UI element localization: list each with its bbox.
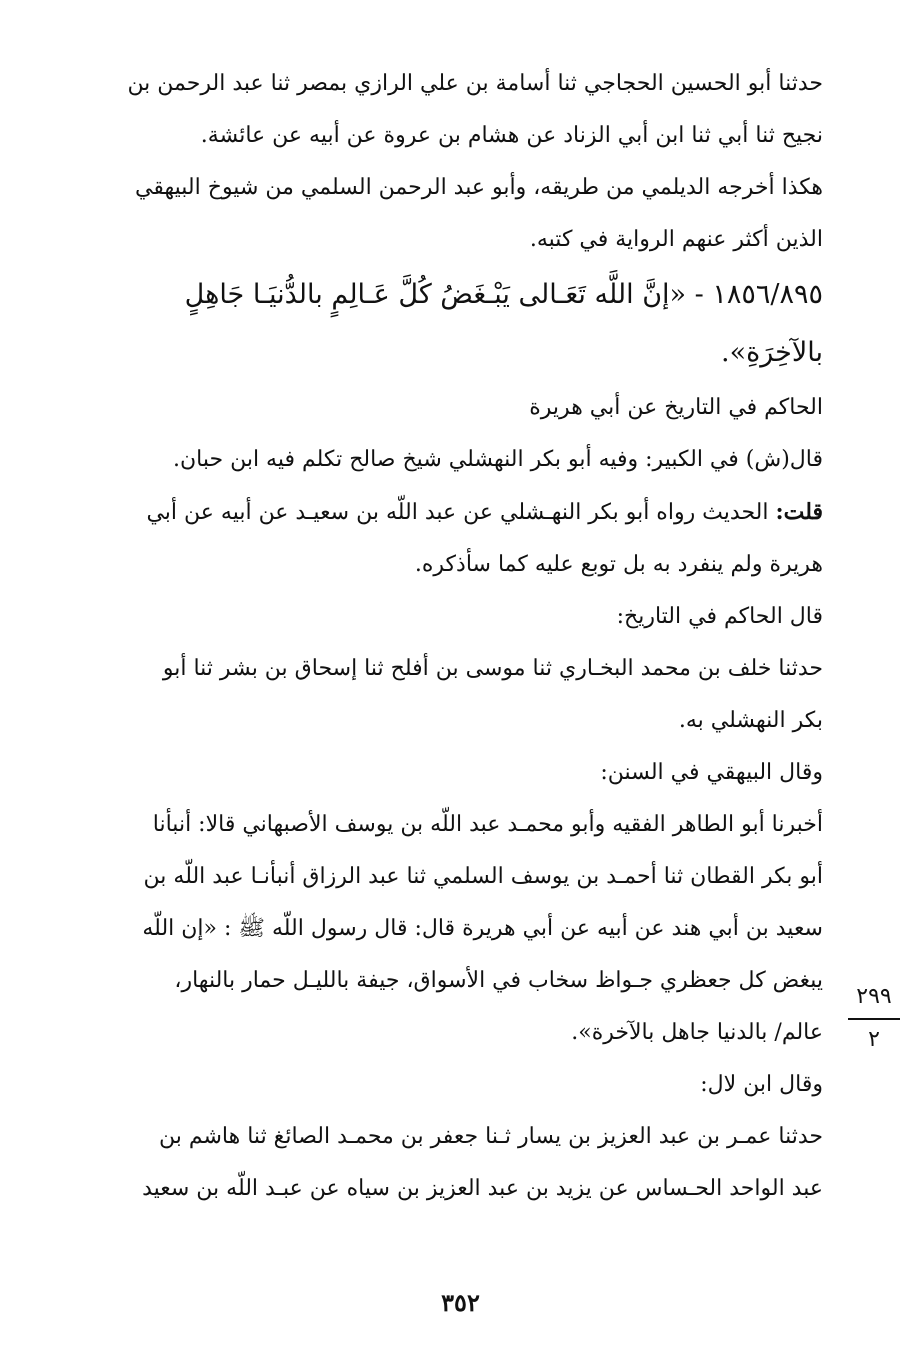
text-line: أخبرنا أبو الطاهر الفقيه وأبو محمـد عبد اللّه بن يوسف الأصبهاني قالا: أنبأنا xyxy=(152,812,823,837)
hadith-text-line: بالآخِرَةِ». xyxy=(721,337,823,368)
text-line: هريرة ولم ينفرد به بل توبع عليه كما سأذكره. xyxy=(414,552,823,577)
text-line: عالم/ بالدنيا جاهل بالآخرة». xyxy=(571,1020,823,1045)
text-line: أبو بكر القطان ثنا أحمـد بن يوسف السلمي ثنا عبد الرزاق أنبأنـا عبد اللّه بن xyxy=(143,864,823,889)
text-line: حدثنا عمـر بن عبد العزيز بن يسار ثـنا جعفر بن محمـد الصائغ ثنا هاشم بن xyxy=(158,1124,823,1149)
text-line: هكذا أخرجه الديلمي من طريقه، وأبو عبد الرحمن السلمي من شيوخ البيهقي xyxy=(135,175,823,200)
source-line: الحاكم في التاريخ عن أبي هريرة xyxy=(529,395,823,420)
text-line: نجيح ثنا أبي ثنا ابن أبي الزناد عن هشام بن عروة عن أبيه عن عائشة. xyxy=(200,123,823,148)
page-number: ٣٥٢ xyxy=(441,1288,480,1317)
text-line: قال(ش) في الكبير: وفيه أبو بكر النهشلي شيخ صالح تكلم فيه ابن حبان. xyxy=(173,447,823,472)
note-label: قلت: xyxy=(775,499,823,525)
margin-volume-reference xyxy=(846,980,902,1054)
margin-volume-number: ٢ xyxy=(868,1027,880,1052)
hadith-text-line: ١٨٥٦/٨٩٥ - «إنَّ اللَّه تَعَـالى يَبْـغَضُ كُلَّ عَـالِمٍ بالدُّنيَـا جَاهِلٍ xyxy=(184,279,823,310)
margin-divider xyxy=(848,1018,900,1020)
text-line: يبغض كل جعظري جـواظ سخاب في الأسواق، جيفة بالليـل حمار بالنهار، xyxy=(174,968,823,993)
text-line: سعيد بن أبي هند عن أبيه عن أبي هريرة قال: قال رسول اللّه ﷺ : «إن اللّه xyxy=(142,916,823,941)
text-line: عبد الواحد الحـساس عن يزيد بن عبد العزيز بن سياه عن عبـد اللّه بن سعيد xyxy=(142,1176,823,1201)
text-line: وقال ابن لال: xyxy=(700,1072,823,1097)
text-line: وقال البيهقي في السنن: xyxy=(600,760,823,785)
text-line: الذين أكثر عنهم الرواية في كتبه. xyxy=(529,227,823,252)
text-line: بكر النهشلي به. xyxy=(678,708,823,733)
text-line: حدثنا أبو الحسين الحجاجي ثنا أسامة بن علي الرازي بمصر ثنا عبد الرحمن بن xyxy=(127,71,823,96)
margin-page-number: ٢٩٩ xyxy=(856,984,892,1009)
page-body-text xyxy=(118,58,823,1215)
text-line: حدثنا خلف بن محمد البخـاري ثنا موسى بن أفلح ثنا إسحاق بن بشر ثنا أبو xyxy=(162,656,823,681)
text-line: قلت: الحديث رواه أبو بكر النهـشلي عن عبد اللّه بن سعيـد عن أبيه عن أبي xyxy=(146,499,823,525)
text-line: قال الحاكم في التاريخ: xyxy=(616,604,823,629)
